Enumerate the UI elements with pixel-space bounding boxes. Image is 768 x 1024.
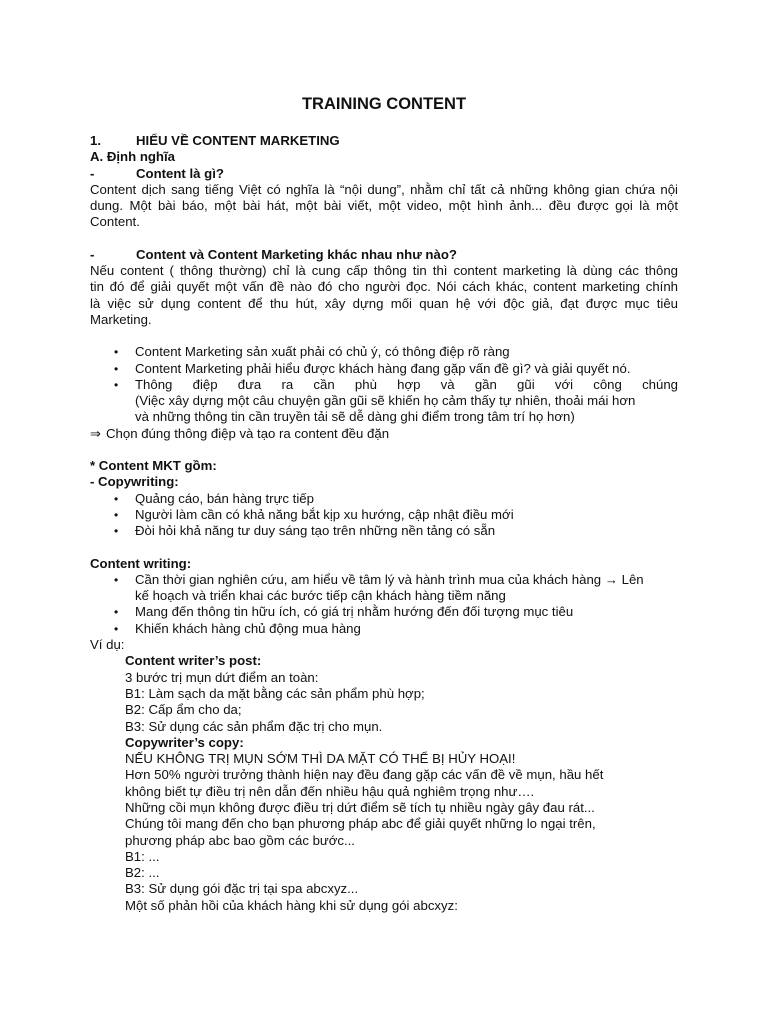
example-line: 3 bước trị mụn dứt điểm an toàn:: [125, 669, 319, 685]
list-item: • Đòi hỏi khả năng tư duy sáng tạo trên những nền tảng có sẵn: [90, 523, 678, 539]
copywriting-bullet-list: [90, 491, 678, 540]
example-line: Hơn 50% người trưởng thành hiện nay đều đang gặp các vấn đề về mụn, hầu hết: [125, 767, 604, 783]
answer-2-line: là việc sử dụng content để thu hút, xây dựng mối quan hệ với độc giả, đạt được mục tiêu: [90, 295, 678, 311]
list-item: • Content Marketing sản xuất phải có chủ ý, có thông điệp rõ ràng: [90, 344, 678, 360]
question-1: [90, 166, 678, 182]
subsection-definition: A. Định nghĩa: [90, 149, 175, 165]
document-title: TRAINING CONTENT: [301, 95, 467, 113]
list-item: • Mang đến thông tin hữu ích, có giá trị nhằm hướng đến đối tượng mục tiêu: [90, 604, 678, 620]
example-line: phương pháp abc bao gồm các bước...: [125, 832, 355, 848]
example-label: Ví dụ:: [90, 637, 125, 653]
content-mkt-heading: * Content MKT gồm:: [90, 458, 217, 474]
list-item-continuation: kế hoạch và triển khai các bước tiếp cận khách hàng tiềm năng: [135, 588, 506, 604]
example-line: Một số phản hồi của khách hàng khi sử dụng gói abcxyz:: [125, 897, 458, 913]
content-writing-bullet-list: [90, 572, 678, 588]
list-item: • Người làm cần có khả năng bắt kịp xu hướng, cập nhật điều mới: [90, 507, 678, 523]
implies-arrow-icon: ⇒: [90, 425, 102, 441]
copywriting-heading: - Copywriting:: [90, 474, 179, 490]
marketing-bullet-list: [90, 344, 678, 393]
list-item: • Thông điệp đưa ra cần phù hợp và gần gũi với công chúng: [90, 377, 678, 393]
example-line: Chúng tôi mang đến cho bạn phương pháp abc để giải quyết những lo ngại trên,: [125, 816, 596, 832]
example-line: B3: Sử dụng các sản phẩm đặc trị cho mụn.: [125, 718, 383, 734]
example-line: Những cồi mụn không được điều trị dứt điểm sẽ tích tụ nhiều ngày gây đau rát...: [125, 799, 595, 815]
copywriter-copy-heading: Copywriter’s copy:: [125, 734, 244, 750]
example-line: B3: Sử dụng gói đặc trị tại spa abcxyz...: [125, 881, 359, 897]
answer-2-line: tin đó để giải quyết một vấn đề nào đó cho người đọc. Nói cách khác, content marketing chính: [90, 279, 678, 295]
writer-post-heading: Content writer’s post:: [125, 653, 262, 669]
answer-2-line: Nếu content ( thông thường) chỉ là cung cấp thông tin thì content marketing là dùng các thông: [90, 263, 678, 279]
dash-marker: -: [90, 165, 95, 181]
list-item-continuation: (Việc xây dựng một câu chuyện gần gũi sẽ khiến họ cảm thấy tự nhiên, thoải mái hơn: [135, 393, 636, 409]
example-line: không biết tự điều trị nên dẫn đến nhiều hậu quả nghiêm trọng như….: [125, 783, 535, 799]
section-title: HIỂU VỀ CONTENT MARKETING: [136, 133, 340, 148]
question-1-text: Content là gì?: [136, 165, 224, 181]
section-number: 1.: [90, 133, 101, 148]
content-writing-heading: Content writing:: [90, 555, 192, 571]
list-item-continuation: và những thông tin cần truyền tải sẽ dễ dàng ghi điểm trong tâm trí họ hơn): [135, 409, 575, 425]
answer-1-line: dung. Một bài báo, một bài hát, một bài viết, một video, một hình ảnh... đều được gọi là một: [90, 198, 678, 214]
question-2: [90, 247, 678, 263]
example-line: B2: Cấp ẩm cho da;: [125, 702, 242, 718]
conclusion-text: Chọn đúng thông điệp và tạo ra content đều đặn: [106, 425, 390, 441]
example-block: [90, 653, 678, 914]
answer-2-line: Marketing.: [90, 311, 152, 327]
question-2-text: Content và Content Marketing khác nhau như nào?: [136, 246, 457, 262]
content-writing-bullet-list: [90, 604, 678, 637]
dash-marker: -: [90, 246, 95, 262]
example-line: B1: Làm sạch da mặt bằng các sản phẩm phù hợp;: [125, 685, 425, 701]
answer-1-line: Content dịch sang tiếng Việt có nghĩa là “nội dung”, nhằm chỉ tất cả những không gian chứa nội: [90, 181, 678, 197]
answer-1-line: Content.: [90, 214, 140, 230]
list-item: • Khiến khách hàng chủ động mua hàng: [90, 621, 678, 637]
list-item: • Cần thời gian nghiên cứu, am hiểu về tâm lý và hành trình mua của khách hàng → Lên: [90, 572, 678, 588]
section-heading: [90, 133, 678, 149]
example-line: NẾU KHÔNG TRỊ MỤN SỚM THÌ DA MẶT CÓ THỂ BỊ HỦY HOẠI!: [125, 751, 516, 767]
example-line: B1: ...: [125, 848, 160, 864]
list-item: • Content Marketing phải hiểu được khách hàng đang gặp vấn đề gì? và giải quyết nó.: [90, 361, 678, 377]
list-item: • Quảng cáo, bán hàng trực tiếp: [90, 491, 678, 507]
document-body: [90, 133, 678, 914]
example-line: B2: ...: [125, 865, 160, 881]
conclusion-line: [90, 426, 678, 442]
